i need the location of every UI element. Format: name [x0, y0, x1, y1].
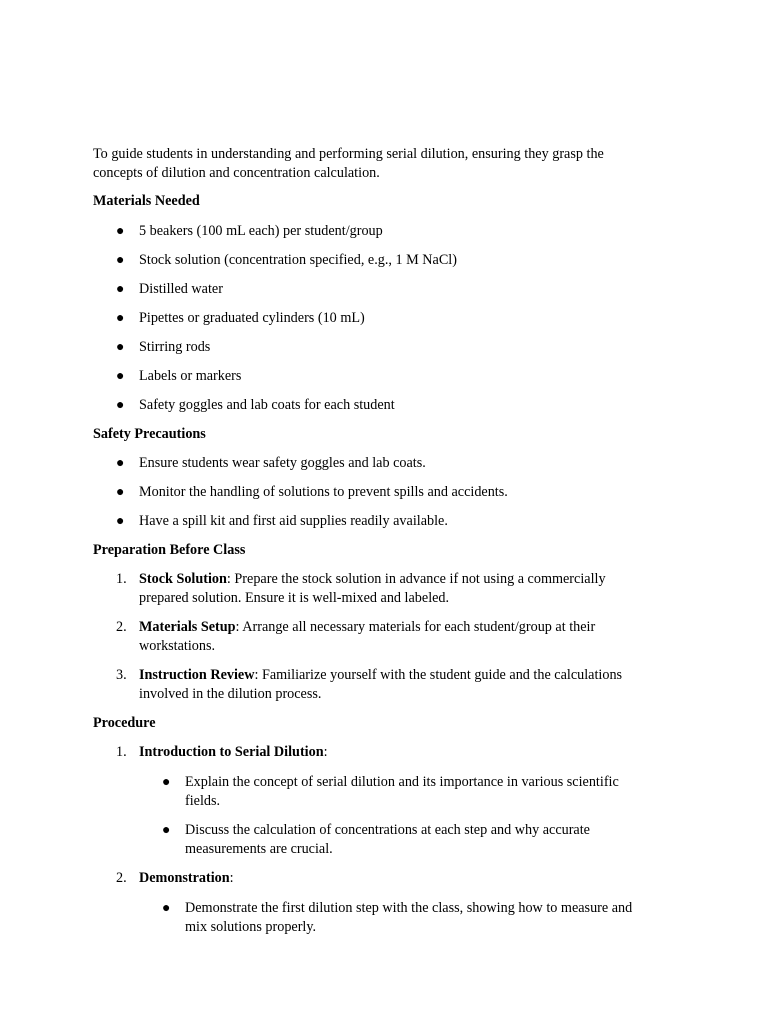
bullet-icon: ●: [116, 369, 125, 384]
preparation-item-line: prepared solution. Ensure it is well-mixed and labeled.: [139, 590, 450, 606]
preparation-heading: Preparation Before Class: [93, 542, 246, 558]
procedure-subitem-line: Demonstrate the first dilution step with the class, showing how to measure and: [185, 900, 633, 916]
procedure-subitem-line: fields.: [185, 793, 221, 809]
procedure-step-title: Introduction to Serial Dilution:: [139, 744, 328, 760]
bullet-icon: ●: [116, 224, 125, 239]
list-number: 1.: [116, 744, 127, 760]
bullet-icon: ●: [116, 514, 125, 529]
safety-item: Ensure students wear safety goggles and lab coats.: [139, 455, 426, 471]
preparation-item-line: workstations.: [139, 638, 216, 654]
materials-item: Pipettes or graduated cylinders (10 mL): [139, 310, 365, 326]
bullet-icon: ●: [116, 485, 125, 500]
materials-item: Stirring rods: [139, 339, 211, 355]
materials-item: Stock solution (concentration specified, e.g., 1 M NaCl): [139, 252, 457, 268]
bullet-icon: ●: [116, 456, 125, 471]
procedure-subitem-line: Explain the concept of serial dilution and its importance in various scientific: [185, 774, 619, 790]
procedure-subitem-line: Discuss the calculation of concentrations at each step and why accurate: [185, 822, 590, 838]
bullet-icon: ●: [162, 901, 171, 916]
bullet-icon: ●: [162, 775, 171, 790]
safety-item: Have a spill kit and first aid supplies readily available.: [139, 513, 448, 529]
procedure-subitem-line: mix solutions properly.: [185, 919, 317, 935]
procedure-heading: Procedure: [93, 715, 156, 731]
procedure-step-title: Demonstration:: [139, 870, 234, 886]
preparation-item-line: Instruction Review: Familiarize yourself with the student guide and the calculations: [139, 667, 623, 683]
materials-item: 5 beakers (100 mL each) per student/group: [139, 223, 383, 239]
materials-item: Distilled water: [139, 281, 223, 297]
materials-heading: Materials Needed: [93, 193, 200, 209]
list-number: 3.: [116, 667, 127, 683]
intro-line-2: concepts of dilution and concentration calculation.: [93, 165, 380, 181]
list-number: 2.: [116, 870, 127, 886]
intro-line-1: To guide students in understanding and performing serial dilution, ensuring they grasp the: [93, 146, 604, 162]
safety-item: Monitor the handling of solutions to prevent spills and accidents.: [139, 484, 508, 500]
bullet-icon: ●: [116, 311, 125, 326]
bullet-icon: ●: [116, 282, 125, 297]
bullet-icon: ●: [162, 823, 171, 838]
bullet-icon: ●: [116, 398, 125, 413]
bullet-icon: ●: [116, 340, 125, 355]
procedure-subitem-line: measurements are crucial.: [185, 841, 333, 857]
bullet-icon: ●: [116, 253, 125, 268]
preparation-item-line: Stock Solution: Prepare the stock solution in advance if not using a commercially: [139, 571, 606, 587]
materials-item: Safety goggles and lab coats for each student: [139, 397, 395, 413]
list-number: 2.: [116, 619, 127, 635]
preparation-item-line: Materials Setup: Arrange all necessary materials for each student/group at their: [139, 619, 596, 635]
list-number: 1.: [116, 571, 127, 587]
preparation-item-line: involved in the dilution process.: [139, 686, 322, 702]
materials-item: Labels or markers: [139, 368, 242, 384]
safety-heading: Safety Precautions: [93, 426, 206, 442]
